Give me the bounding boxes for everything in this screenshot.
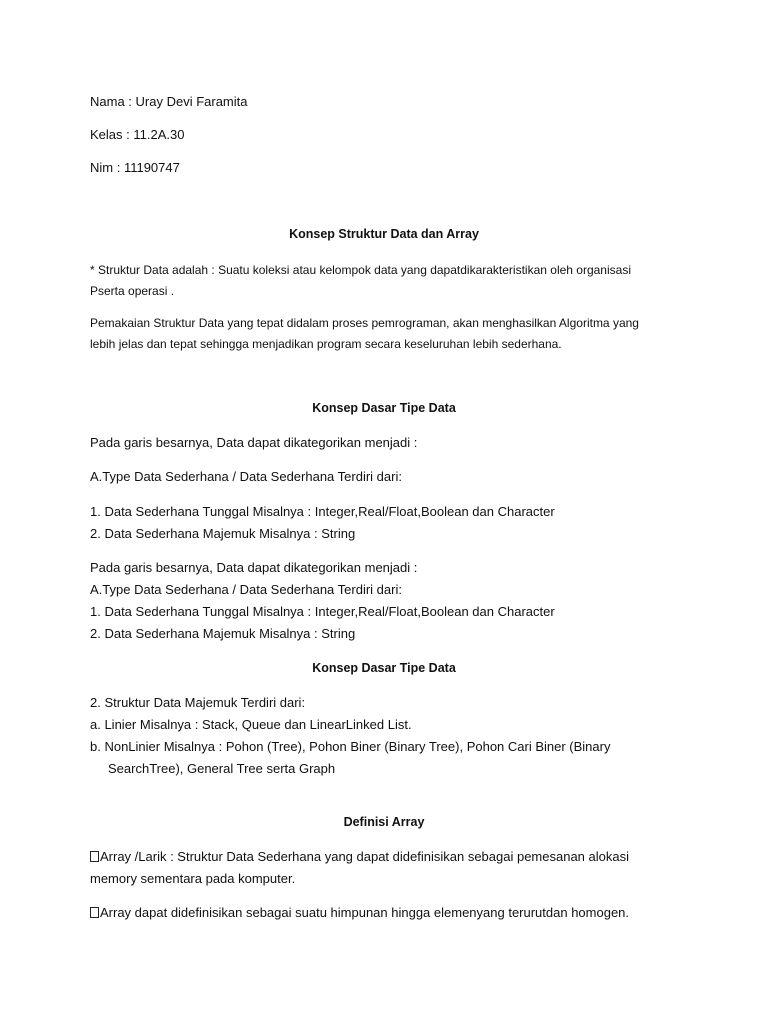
student-id: Nim : 11190747: [90, 160, 180, 175]
type-a-heading: A.Type Data Sederhana / Data Sederhana Terdiri dari:: [90, 469, 402, 484]
array-definition-2: [90, 904, 629, 922]
paragraph-usage-line-2: lebih jelas dan tepat sehingga menjadikan program secara keseluruhan lebih sederhana.: [90, 337, 562, 351]
student-name: Nama : Uray Devi Faramita: [90, 94, 248, 109]
type-a-heading-repeat: A.Type Data Sederhana / Data Sederhana Terdiri dari:: [90, 582, 402, 597]
missing-glyph-box-icon: [90, 851, 99, 862]
list-item-2: 2. Data Sederhana Majemuk Misalnya : String: [90, 526, 356, 541]
array-definition-1-line-2: memory sementara pada komputer.: [90, 871, 296, 886]
array-definition-1-line-1: [90, 848, 629, 866]
list-item-2-repeat: 2. Data Sederhana Majemuk Misalnya : String: [90, 626, 356, 641]
category-intro: Pada garis besarnya, Data dapat dikategorikan menjadi :: [90, 435, 418, 450]
category-intro-repeat: Pada garis besarnya, Data dapat dikategorikan menjadi :: [90, 560, 418, 575]
list-item-1-repeat: 1. Data Sederhana Tunggal Misalnya : Integer,Real/Float,Boolean dan Character: [90, 604, 555, 619]
paragraph-definition-line-1: * Struktur Data adalah : Suatu koleksi atau kelompok data yang dapatdikarakteristikan oleh organisasi: [90, 263, 631, 277]
list-item-nonlinier-line-2: SearchTree), General Tree serta Graph: [108, 761, 336, 776]
section-title-struktur-data: Konsep Struktur Data dan Array: [289, 227, 479, 241]
list-item-linier: a. Linier Misalnya : Stack, Queue dan LinearLinked List.: [90, 717, 412, 732]
list-item-nonlinier-line-1: b. NonLinier Misalnya : Pohon (Tree), Pohon Biner (Binary Tree), Pohon Cari Biner (Binary: [90, 739, 611, 754]
majemuk-heading: 2. Struktur Data Majemuk Terdiri dari:: [90, 695, 306, 710]
missing-glyph-box-icon: [90, 907, 99, 918]
paragraph-usage-line-1: Pemakaian Struktur Data yang tepat didalam proses pemrograman, akan menghasilkan Algoritma yang: [90, 316, 639, 330]
array-definition-1-text: Array /Larik : Struktur Data Sederhana yang dapat didefinisikan sebagai pemesanan alokasi: [100, 849, 629, 864]
list-item-1: 1. Data Sederhana Tunggal Misalnya : Integer,Real/Float,Boolean dan Character: [90, 504, 555, 519]
array-definition-2-text: Array dapat didefinisikan sebagai suatu himpunan hingga elemenyang terurutdan homogen.: [100, 905, 630, 920]
paragraph-definition-line-2: Pserta operasi .: [90, 284, 175, 298]
student-class: Kelas : 11.2A.30: [90, 127, 185, 142]
section-title-tipe-data: Konsep Dasar Tipe Data: [312, 401, 456, 415]
section-title-definisi-array: Definisi Array: [343, 815, 425, 829]
section-title-tipe-data-2: Konsep Dasar Tipe Data: [312, 661, 456, 675]
